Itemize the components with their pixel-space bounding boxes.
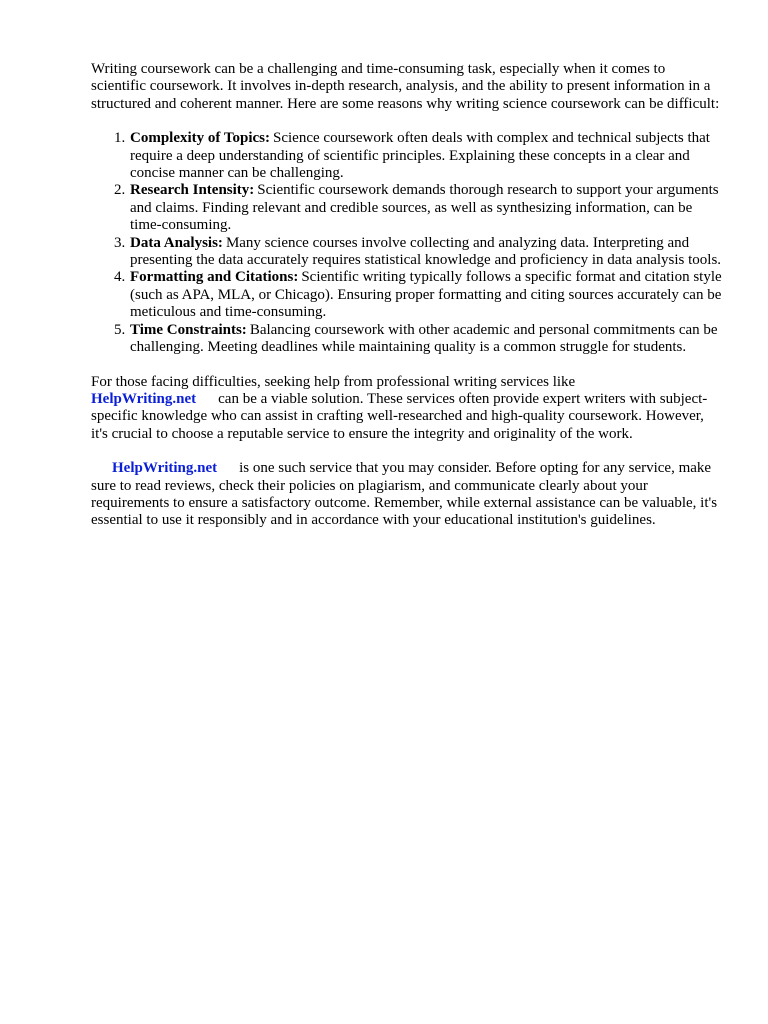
services-paragraph [91, 374, 723, 444]
list-item-text: Many science courses involve collecting and analyzing data. Interpreting and presenting the data accurately requires statistical knowledge and proficiency in data analysis tools. [130, 234, 722, 269]
list-item [129, 182, 723, 234]
list-item-text: Scientific coursework demands thorough research to support your arguments and claims. Finding relevant and credible sources, as well as synthesizing information, can be time-consuming. [130, 182, 719, 234]
recommendation-text: is one such service that you may consider. Before opting for any service, make sure to read reviews, check their policies on plagiarism, and communicate clearly about your requirements to ensure a satisfactory outcome. Remember, while external assistance can be valuable, it's essential to use it responsibly and in accordance with your educational institution's guidelines. [91, 460, 718, 529]
list-item-term: Formatting and Citations: [130, 269, 299, 286]
intro-paragraph: Writing coursework can be a challenging and time-consuming task, especially when it comes to scientific coursework. It involves in-depth research, analysis, and the ability to present information in a structured and coherent manner. Here are some reasons why writing science coursework can be difficult: [91, 61, 720, 112]
list-item-text: Science coursework often deals with complex and technical subjects that require a deep understanding of scientific principles. Explaining these concepts in a clear and concise manner can be challenging. [130, 130, 710, 182]
list-item-term: Complexity of Topics: [130, 130, 271, 147]
list-item [129, 322, 723, 357]
list-item-text: Scientific writing typically follows a specific format and citation style (such as APA, MLA, or Chicago). Ensuring proper formatting and citing sources accurately can be meticulous and time-consuming. [130, 269, 722, 321]
services-text-before: For those facing difficulties, seeking help from professional writing services like [91, 373, 576, 390]
list-item [129, 130, 723, 182]
helpwriting-link[interactable]: HelpWriting.net [91, 390, 197, 407]
list-item-term: Research Intensity: [130, 182, 255, 199]
document-body [91, 61, 723, 530]
services-text-after: can be a viable solution. These services often provide expert writers with subject-specific knowledge who can assist in crafting well-researched and high-quality coursework. However, it's crucial to choose a reputable service to ensure the integrity and originality of the work. [91, 390, 708, 442]
recommendation-paragraph [91, 460, 723, 530]
list-item-term: Data Analysis: [130, 234, 223, 251]
reasons-list [91, 130, 723, 356]
list-item-text: Balancing coursework with other academic and personal commitments can be challenging. Meeting deadlines while maintaining quality is a common struggle for students. [130, 321, 718, 356]
list-item [129, 269, 723, 321]
helpwriting-link-2[interactable]: HelpWriting.net [112, 460, 218, 477]
list-item [129, 235, 723, 270]
list-item-term: Time Constraints: [130, 321, 247, 338]
